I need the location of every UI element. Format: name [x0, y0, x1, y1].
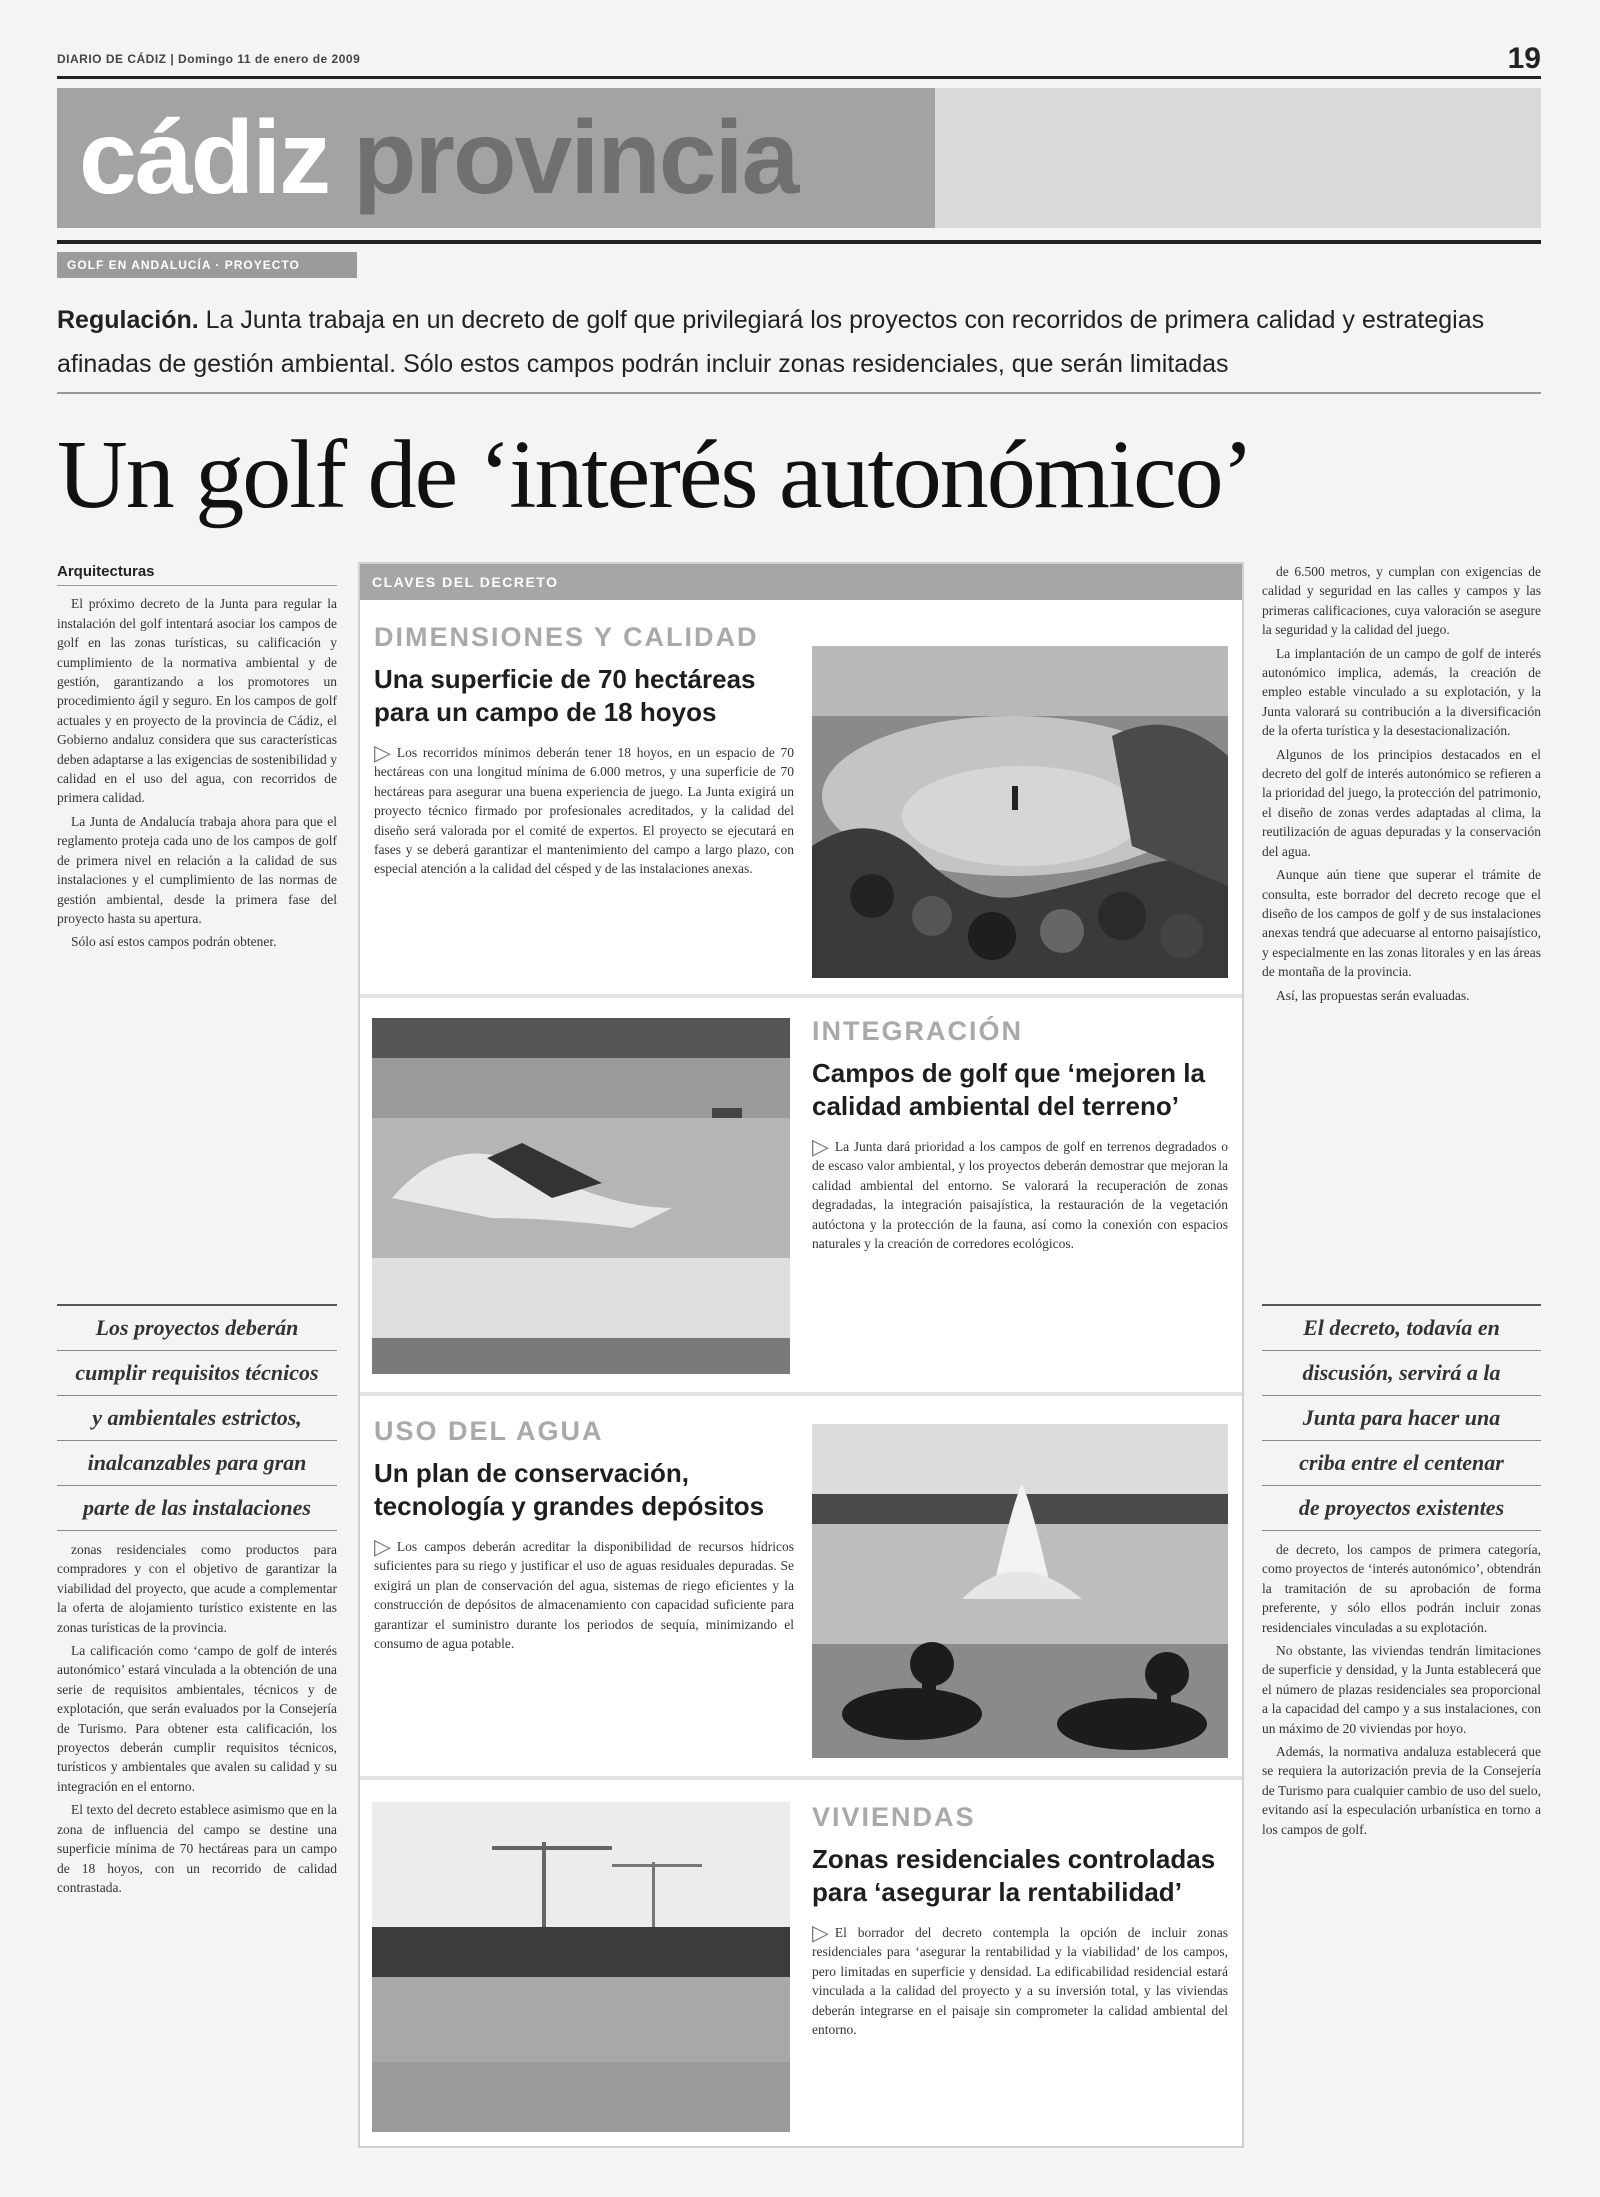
- photo-fountain-ducks: [812, 1424, 1228, 1758]
- arrow-icon: ▷: [374, 1534, 391, 1559]
- section-body: Los recorridos mínimos deberán tener 18 hoyos, en un espacio de 70 hectáreas con una longitud mínima de 6.000 metros, y una superficie de 70 hectáreas para asegurar una buena experiencia de juego. La Junta exigirá un proyecto técnico firmado por profesionales acreditados, y la calidad del diseño será valorada por el comité de expertos. El proyecto se ejecutará en fases y se deberá garantizar el mantenimiento del campo a largo plazo, con especial atención a la calidad del césped y de las instalaciones anexas.: [374, 745, 794, 877]
- section-text: [812, 1920, 1228, 2039]
- left-paragraph: Sólo así estos campos podrán obtener.: [71, 934, 277, 950]
- section-text: [374, 740, 794, 879]
- claves-box: [358, 562, 1244, 2148]
- arrow-icon: ▷: [812, 1134, 829, 1159]
- photo-fairway-bunker: [372, 1018, 790, 1374]
- box-tag-label: CLAVES DEL DECRETO: [372, 574, 559, 590]
- right-paragraph: La implantación de un campo de golf de interés autonómico implica, además, la creación de empleo estable vinculado a su explotación, y la Junta valorará su contribución a la diversificación de la oferta turística y la desestacionalización.: [1262, 645, 1541, 739]
- section-category: INTEGRACIÓN: [812, 1016, 1023, 1046]
- box-divider: [360, 994, 1242, 998]
- left-paragraph: La calificación como ‘campo de golf de interés autonómico’ estará vinculada a la obtención de una serie de requisitos ambientales, técnicos y de explotación, que serán evaluados por la Consejería de Turismo. Para obtener esta calificación, los proyectos deberán cumplir requisitos técnicos, turísticos y ambientales que avalen su calidad y su integración en el entorno.: [57, 1643, 337, 1794]
- left-paragraph: La Junta de Andalucía trabaja ahora para que el reglamento proteja cada uno de los campos de golf de primera nivel en relación a la calidad de sus instalaciones y el cumplimiento de las normas de gestión ambiental, desde la primera fase del proyecto hasta su apertura.: [57, 813, 337, 926]
- kicker-tag: GOLF EN ANDALUCÍA · PROYECTO: [57, 252, 357, 278]
- right-paragraph: Además, la normativa andaluza establecerá que se requiera la autorización previa de la Consejería de Turismo para cualquier cambio de uso del suelo, evitando así la especulación urbanística en torno a los campos de golf.: [1262, 1744, 1541, 1837]
- right-column-top: [1262, 562, 1541, 1302]
- section-banner: [57, 88, 1541, 228]
- right-column-bottom: [1262, 1540, 1541, 2144]
- pull-line: y ambientales estrictos,: [57, 1396, 337, 1441]
- banner-word-provincia: provincia: [353, 100, 798, 216]
- right-pull-quote: [1262, 1304, 1541, 1531]
- box-section-integration: [812, 1016, 1228, 1382]
- deck-rule: [57, 392, 1541, 394]
- section-text: [812, 1134, 1228, 1253]
- left-column-lead: Arquitecturas: [57, 562, 337, 586]
- box-section-housing: [812, 1802, 1228, 2132]
- section-title: Un plan de conservación, tecnología y grandes depósitos: [374, 1458, 765, 1521]
- right-paragraph: de 6.500 metros, y cumplan con exigencias de calidad y seguridad en las calles y campos y las primeras calificaciones, cuya valoración se asegure la seguridad y la calidad del juego.: [1262, 564, 1541, 638]
- pull-line: Junta para hacer una: [1262, 1396, 1541, 1441]
- section-title: Campos de golf que ‘mejoren la calidad ambiental del terreno’: [812, 1058, 1205, 1121]
- right-paragraph: de decreto, los campos de primera categoría, como proyectos de ‘interés autonómico’, obtendrán la tramitación de su aprobación de forma preferente, y sólo ellos podrán incluir zonas residenciales vinculadas a su explotación.: [1262, 1542, 1541, 1635]
- pull-line: cumplir requisitos técnicos: [57, 1351, 337, 1396]
- box-section-water: [374, 1416, 794, 1766]
- arrow-icon: ▷: [374, 740, 391, 765]
- banner-rule: [57, 240, 1541, 244]
- page-header: [57, 42, 1541, 79]
- right-paragraph: Aunque aún tiene que superar el trámite de consulta, este borrador del decreto recoge que el diseño de los campos de golf y de sus instalaciones anexas tendrá que adecuarse al entorno paisajístico, y especialmente en las zonas litorales y en las áreas de montaña de la provincia.: [1262, 867, 1541, 980]
- pull-line: de proyectos existentes: [1262, 1486, 1541, 1531]
- section-body: Los campos deberán acreditar la disponibilidad de recursos hídricos suficientes para su riego y justificar el uso de aguas residuales depuradas. Se exigirá un plan de conservación del agua, sistemas de riego eficientes y la construcción de depósitos de almacenamiento con capacidad suficiente para garantizar el suministro durante los periodos de sequía, minimizando el consumo de agua potable.: [374, 1539, 794, 1652]
- left-paragraph: El texto del decreto establece asimismo que en la zona de influencia del campo se destine una superficie mínima de 70 hectáreas para un campo de 18 hoyos, con un recorrido de calidad contrastada.: [57, 1802, 337, 1895]
- arrow-icon: ▷: [812, 1920, 829, 1945]
- box-section-dimensions: [374, 622, 794, 982]
- section-category: VIVIENDAS: [812, 1802, 976, 1832]
- box-tag: [360, 564, 1242, 600]
- right-paragraph: No obstante, las viviendas tendrán limitaciones de superficie y densidad, y la Junta establecerá que el número de plazas residenciales sea proporcional a la capacidad del campo y a sus instalaciones, con un máximo de 20 viviendas por hoyo.: [1262, 1643, 1541, 1736]
- headline: Un golf de ‘interés autonómico’: [57, 421, 1253, 529]
- pull-line: Los proyectos deberán: [57, 1304, 337, 1351]
- section-category: USO DEL AGUA: [374, 1416, 604, 1446]
- section-body: La Junta dará prioridad a los campos de golf en terrenos degradados o de escaso valor ambiental, y los proyectos deberán demostrar que mejoran la calidad ambiental del entorno. Se valorará la recuperación de zonas degradadas, la integración paisajística, la restauración de la vegetación autóctona y la protección de la fauna, así como la conexión con espacios naturales y la creación de corredores ecológicos.: [812, 1139, 1228, 1252]
- left-column-bottom: [57, 1540, 337, 2144]
- left-paragraph: El próximo decreto de la Junta para regular la instalación del golf intentará asociar los campos de golf en las zonas turísticas, su calificación y cumplimiento de la normativa ambiental y de gestión, garantizando a los promotores un procedimiento ágil y seguro. En los campos de golf actuales y en proyecto de la provincia de Cádiz, el Gobierno andaluz considera que sus características deben adaptarse a las exigencias de sostenibilidad y calidad en el uso del agua, con recorridos de primera calidad.: [57, 596, 337, 806]
- box-divider: [360, 1776, 1242, 1780]
- banner-word-cadiz: cádiz: [79, 100, 330, 216]
- right-paragraph: Así, las propuestas serán evaluadas.: [1276, 987, 1470, 1003]
- section-category: DIMENSIONES Y CALIDAD: [374, 622, 759, 652]
- section-text: [374, 1534, 794, 1653]
- page-number: 19: [1507, 42, 1541, 75]
- pull-line: El decreto, todavía en: [1262, 1304, 1541, 1351]
- photo-golfers-green: [812, 646, 1228, 978]
- section-title: Zonas residenciales controladas para ‘asegurar la rentabilidad’: [812, 1844, 1216, 1907]
- pull-line: criba entre el centenar: [1262, 1441, 1541, 1486]
- left-paragraph: zonas residenciales como productos para compradores y con el objetivo de garantizar la viabilidad del proyecto, que acude a complementar la oferta de alojamiento turístico existente en las zonas turísticas de la provincia.: [57, 1542, 337, 1635]
- section-title: Una superficie de 70 hectáreas para un campo de 18 hoyos: [374, 664, 756, 727]
- deck-label: Regulación.: [57, 306, 199, 334]
- deck-text: La Junta trabaja en un decreto de golf que privilegiará los proyectos con recorridos de primera calidad y estrategias afinadas de gestión ambiental. Sólo estos campos podrán incluir zonas residenciales, que serán limitadas: [57, 306, 1485, 378]
- pull-line: discusión, servirá a la: [1262, 1351, 1541, 1396]
- pull-line: inalcanzables para gran: [57, 1441, 337, 1486]
- right-paragraph: Algunos de los principios destacados en el decreto del golf de interés autonómico se refieren a la prioridad del juego, la protección del patrimonio, el diseño de zonas verdes adaptadas al clima, la reutilización de aguas depuradas y la conservación del agua.: [1262, 746, 1541, 859]
- box-divider: [360, 1392, 1242, 1396]
- article-deck: [57, 298, 1541, 386]
- photo-construction-site: [372, 1802, 790, 2132]
- left-column-top: [57, 562, 337, 1302]
- left-pull-quote: [57, 1304, 337, 1531]
- header-meta: DIARIO DE CÁDIZ | Domingo 11 de enero de 2009: [57, 52, 361, 66]
- section-body: El borrador del decreto contempla la opción de incluir zonas residenciales para ‘asegurar la rentabilidad y la viabilidad’ de los campos, pero limitadas en superficie y densidad. La edificabilidad residencial estará vinculada a la calidad del proyecto y a su inversión total, y las viviendas deberán integrarse en el paisaje sin comprometer la calidad ambiental del entorno.: [812, 1925, 1228, 2038]
- pull-line: parte de las instalaciones: [57, 1486, 337, 1531]
